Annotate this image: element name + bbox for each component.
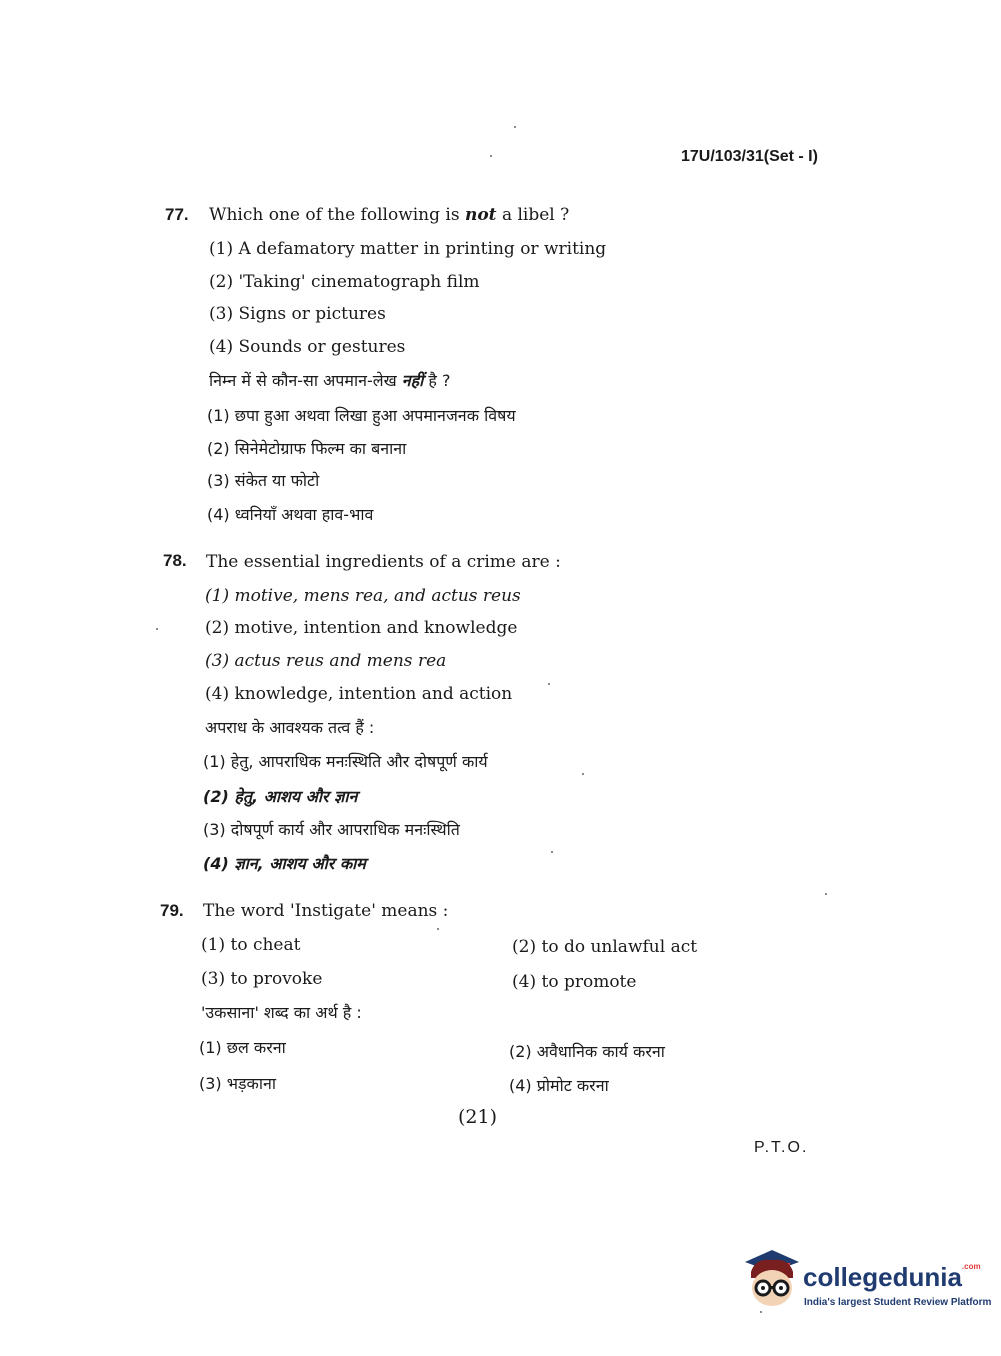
option-hindi: (2) अवैधानिक कार्य करना — [509, 1042, 665, 1061]
option: (3) to provoke — [201, 969, 323, 989]
option-hindi: (4) प्रोमोट करना — [509, 1076, 609, 1095]
question-number: 77. — [165, 205, 189, 224]
question-text-hindi: अपराध के आवश्यक तत्व हैं : — [205, 718, 375, 737]
option: (2) to do unlawful act — [512, 937, 698, 957]
page-number: (21) — [458, 1106, 498, 1128]
option-hindi: (2) सिनेमेटोग्राफ फिल्म का बनाना — [207, 439, 407, 458]
option-hindi: (3) संकेत या फोटो — [207, 471, 320, 490]
option: (2) 'Taking' cinematograph film — [209, 272, 480, 292]
question-text: The word 'Instigate' means : — [203, 901, 449, 921]
option-hindi: (1) हेतु, आपराधिक मनःस्थिति और दोषपूर्ण कार्य — [203, 752, 488, 771]
option: (1) A defamatory matter in printing or writing — [209, 239, 607, 259]
option: (4) knowledge, intention and action — [205, 684, 513, 704]
question-text-hindi: निम्न में से कौन-सा अपमान-लेख नहीं है ? — [209, 371, 451, 390]
option: (2) motive, intention and knowledge — [205, 618, 518, 638]
option-hindi: (1) छपा हुआ अथवा लिखा हुआ अपमानजनक विषय — [207, 406, 516, 425]
question-text: The essential ingredients of a crime are : — [206, 552, 561, 572]
collegedunia-logo-icon — [741, 1248, 803, 1310]
pto-marker: P.T.O. — [754, 1139, 809, 1156]
option-hindi: (1) छल करना — [199, 1038, 286, 1057]
question-number: 78. — [163, 551, 187, 570]
question-number: 79. — [160, 901, 184, 920]
option-hindi: (3) दोषपूर्ण कार्य और आपराधिक मनःस्थिति — [203, 820, 460, 839]
emphasis-text: not — [464, 205, 497, 225]
question-text-hindi: 'उकसाना' शब्द का अर्थ है : — [201, 1003, 362, 1022]
paper-code: 17U/103/31(Set - I) — [681, 148, 818, 165]
option-hindi: (4) ध्वनियाँ अथवा हाव-भाव — [207, 505, 374, 524]
option-hindi: (4) ज्ञान, आशय और काम — [203, 854, 366, 873]
option: (4) to promote — [512, 972, 637, 992]
logo-suffix: .com — [961, 1262, 981, 1271]
option: (4) Sounds or gestures — [209, 337, 406, 357]
option: (1) to cheat — [201, 935, 301, 955]
option: (1) motive, mens rea, and actus reus — [205, 586, 521, 606]
logo-tagline: India's largest Student Review Platform — [804, 1297, 992, 1308]
option-hindi: (3) भड़काना — [199, 1074, 277, 1093]
option-hindi: (2) हेतु, आशय और ज्ञान — [203, 787, 358, 806]
question-text: Which one of the following is not a libel ? — [209, 205, 570, 225]
option: (3) Signs or pictures — [209, 304, 386, 324]
logo-wordmark: collegedunia$^{.com}$ — [803, 1262, 981, 1292]
option: (3) actus reus and mens rea — [205, 651, 447, 671]
emphasis-text-hindi: नहीं — [401, 371, 424, 390]
